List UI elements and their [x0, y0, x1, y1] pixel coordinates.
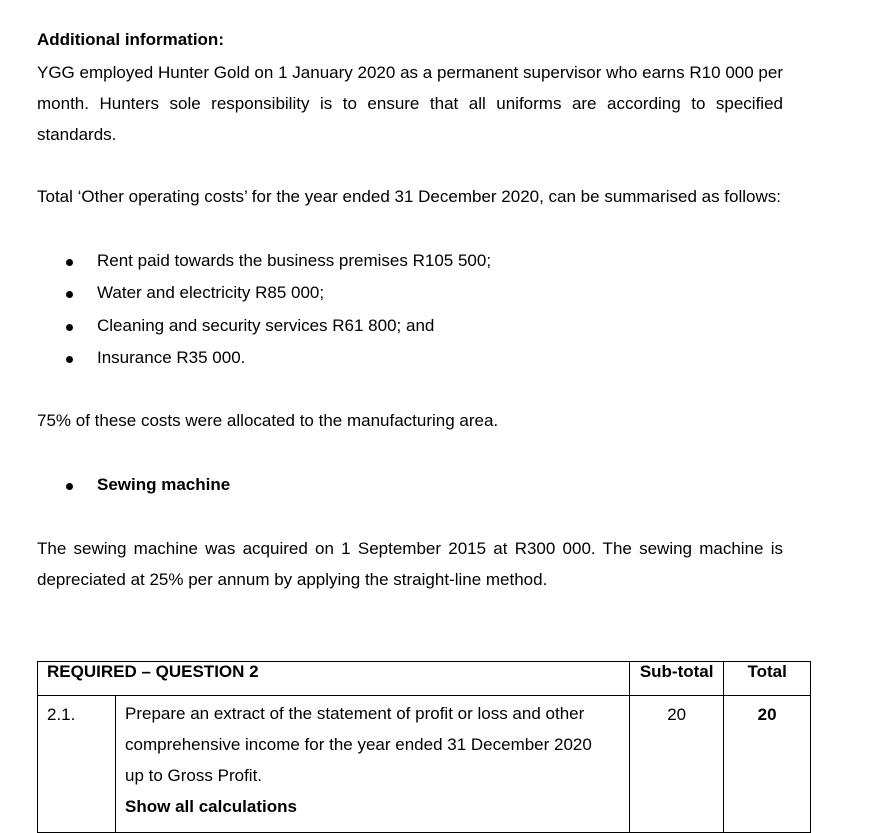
question-line: up to Gross Profit.	[125, 766, 263, 785]
bullet-icon	[66, 483, 73, 490]
required-question-table	[37, 661, 811, 833]
row-subtotal: 20	[630, 696, 724, 833]
table-row	[38, 696, 811, 833]
question-instruction: Show all calculations	[125, 797, 297, 816]
list-item-text: Rent paid towards the business premises R105 500;	[97, 251, 492, 270]
section-heading-additional-info: Additional information:	[37, 30, 224, 49]
question-line: Prepare an extract of the statement of profit or loss and other	[125, 704, 585, 723]
table-header-row	[38, 662, 811, 696]
table-header-title: REQUIRED – QUESTION 2	[38, 662, 630, 696]
bullet-icon	[66, 356, 73, 363]
bullet-icon	[66, 324, 73, 331]
paragraph-supervisor: YGG employed Hunter Gold on 1 January 2020 as a permanent supervisor who earns R10 000 per month. Hunters sole responsibility is to ensure that all uniforms are according to specified standards.	[37, 63, 783, 144]
bullet-icon	[66, 259, 73, 266]
paragraph-sewing-machine: The sewing machine was acquired on 1 September 2015 at R300 000. The sewing machine is depreciated at 25% per annum by applying the straight-line method.	[37, 539, 783, 589]
row-total: 20	[724, 696, 811, 833]
list-item-text: Cleaning and security services R61 800; and	[97, 316, 435, 335]
bullet-icon	[66, 291, 73, 298]
paragraph-allocation: 75% of these costs were allocated to the manufacturing area.	[37, 411, 499, 430]
paragraph-other-costs-intro: Total ‘Other operating costs’ for the year ended 31 December 2020, can be summarised as follows:	[37, 187, 781, 206]
table-header-subtotal: Sub-total	[630, 662, 724, 696]
question-line: comprehensive income for the year ended 31 December 2020	[125, 735, 592, 754]
list-item-text: Insurance R35 000.	[97, 348, 246, 367]
list-item-text: Water and electricity R85 000;	[97, 283, 325, 302]
table-header-total: Total	[724, 662, 811, 696]
question-number: 2.1.	[38, 696, 116, 833]
sewing-machine-heading: Sewing machine	[97, 475, 231, 494]
question-description	[116, 696, 630, 833]
